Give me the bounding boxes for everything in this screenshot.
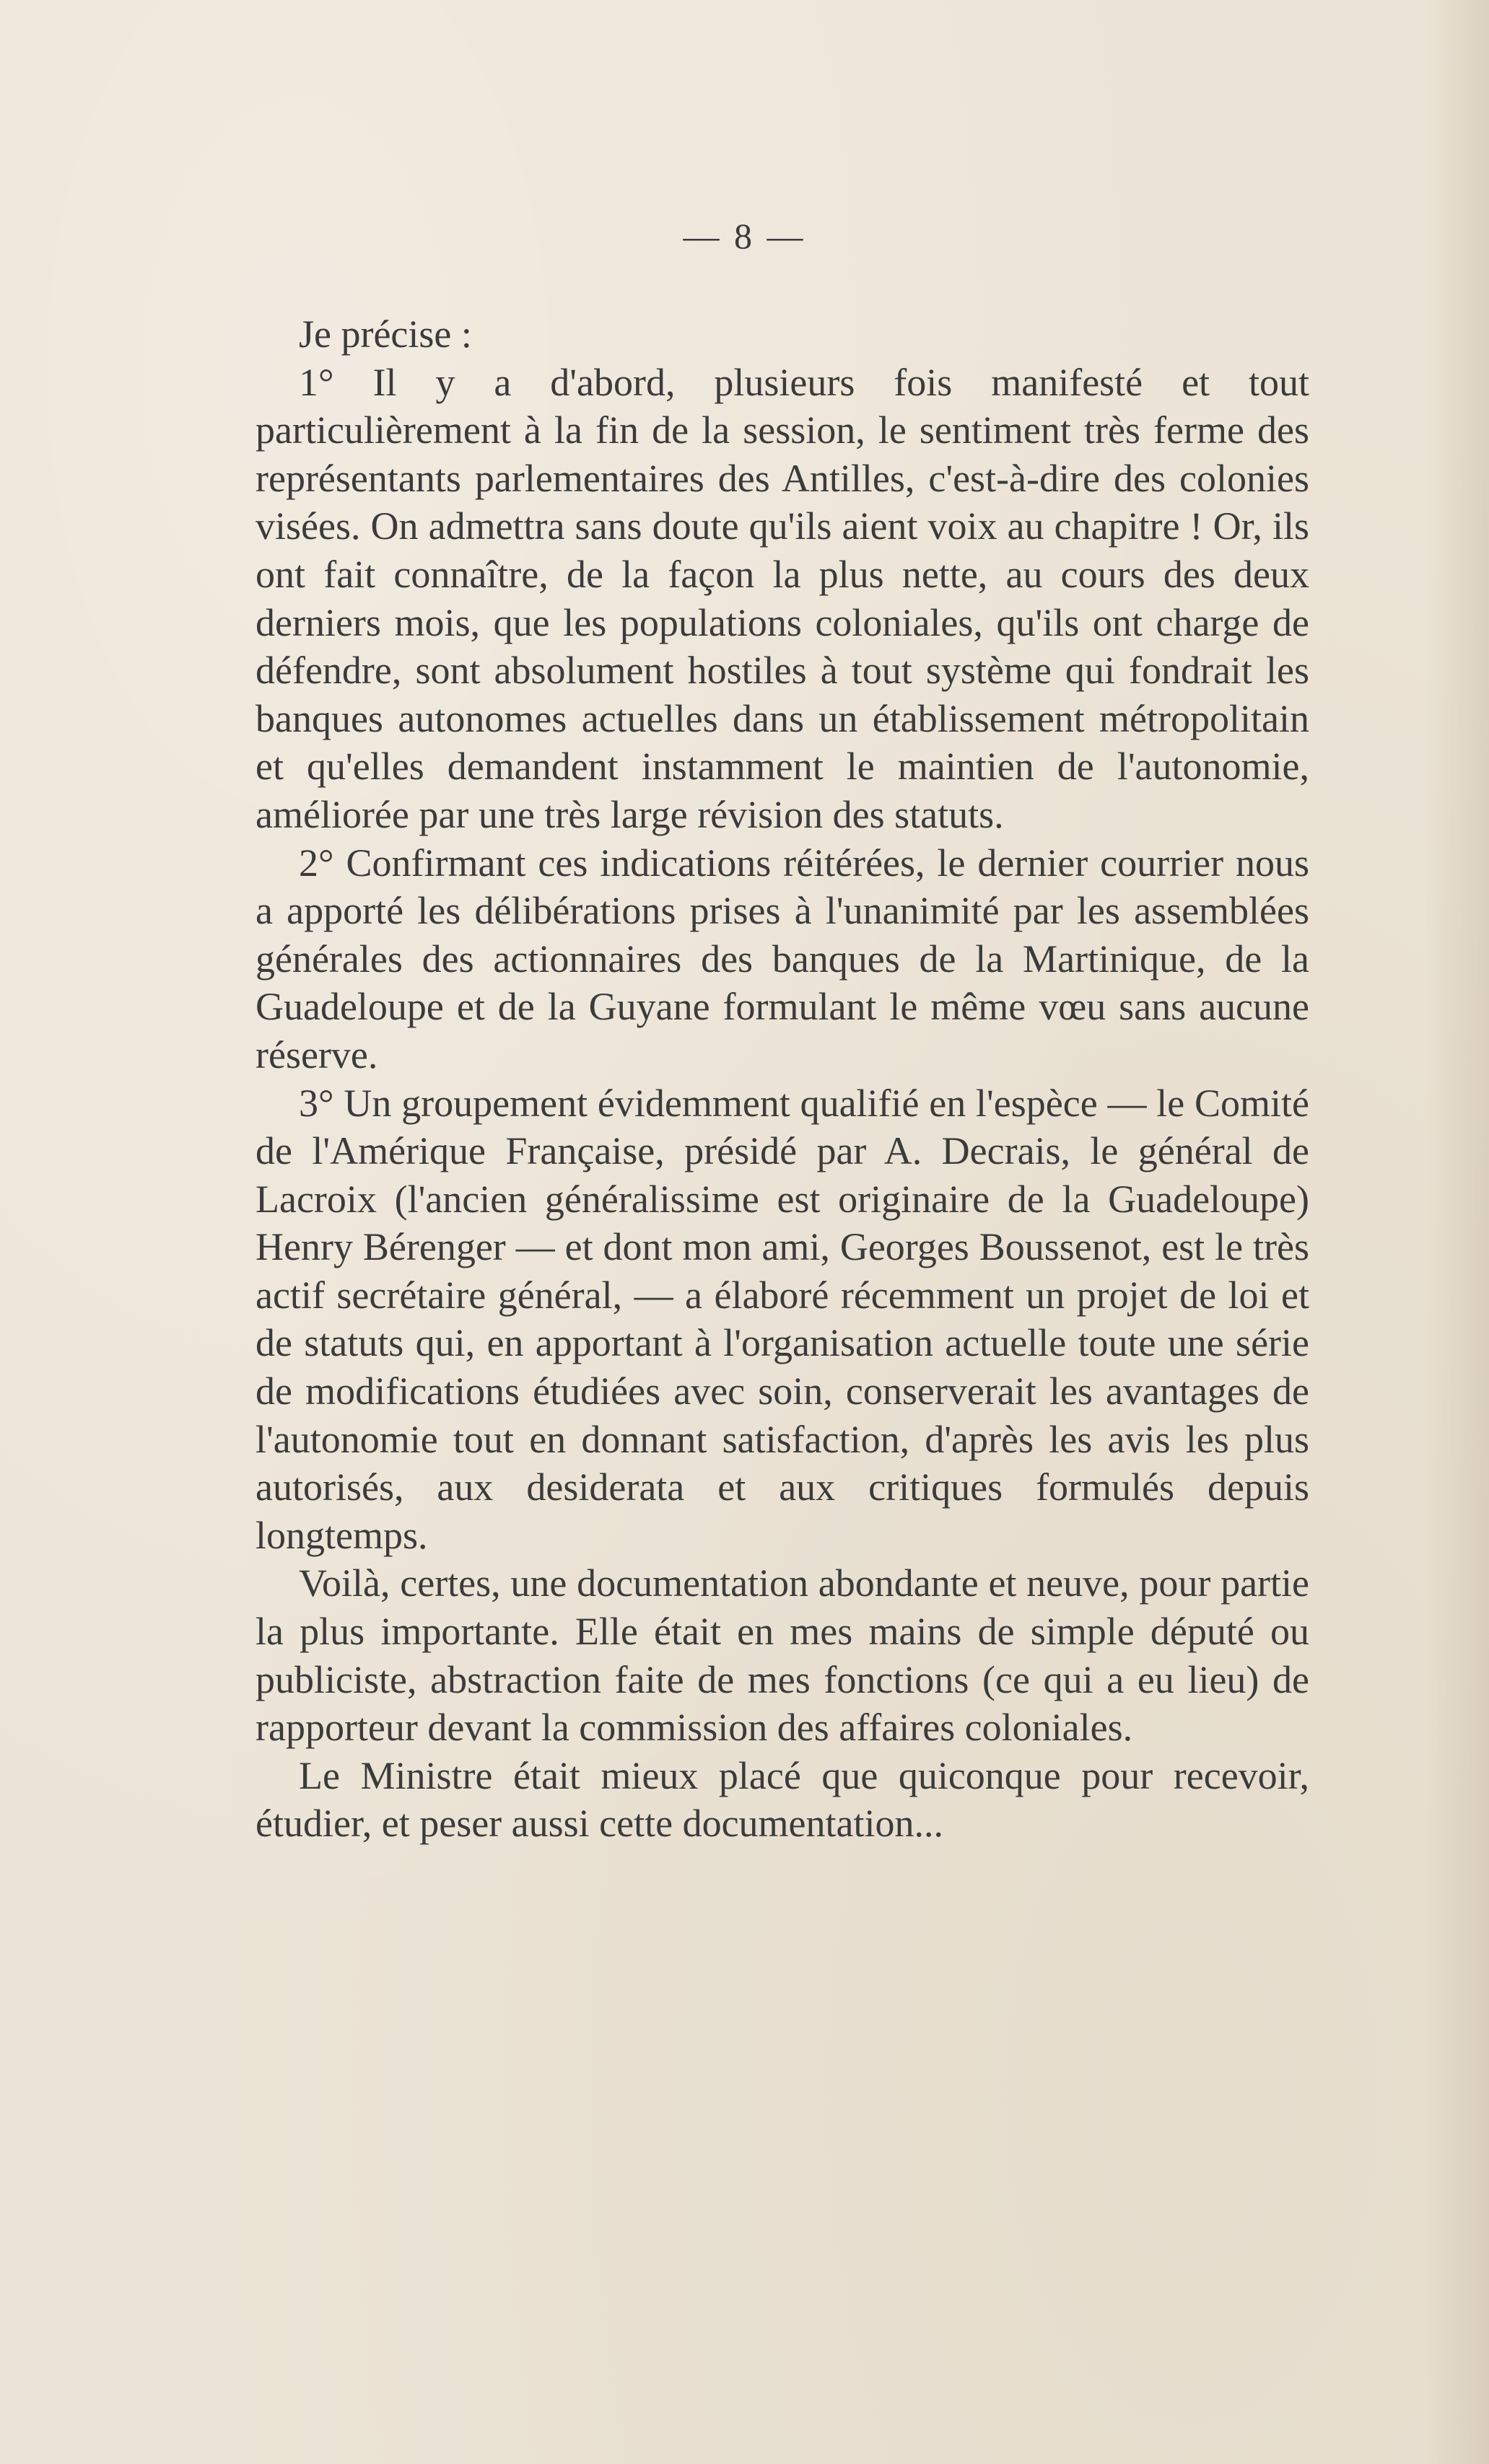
- paragraph-documentation: Voilà, certes, une documentation abondante et neuve, pour partie la plus importante. Elle était en mes mains de simple député ou publiciste, abstraction faite de mes fonctions (ce qui a eu lieu) de rapporteur devant la commission des affaires coloniales.: [256, 1561, 1309, 1750]
- paragraph-point-1: 1° Il y a d'abord, plusieurs fois manifesté et tout particulièrement à la fin de la session, le sentiment très ferme des représentants parlementaires des Antilles, c'est-à-dire des colonies visées. On admettra sans doute qu'ils aient voix au chapitre ! Or, ils ont fait connaître, de la façon la plus nette, au cours des deux derniers mois, que les populations coloniales, qu'ils ont charge de défendre, sont absolument hostiles à tout système qui fondrait les banques autonomes actuelles dans un établissement métropolitain et qu'elles demandent instamment le maintien de l'autonomie, améliorée par une très large révision des statuts.: [256, 360, 1309, 836]
- paragraph-point-3: 3° Un groupement évidemment qualifié en l'espèce — le Comité de l'Amérique Française, présidé par A. Decrais, le général de Lacroix (l'ancien généralissime est originaire de la Guadeloupe) Henry Bérenger — et dont mon ami, Georges Boussenot, est le très actif secrétaire général, — a élaboré récemment un projet de loi et de statuts qui, en apportant à l'organisation actuelle toute une série de modifications étudiées avec soin, conserverait les avantages de l'autonomie tout en donnant satisfaction, d'après les avis les plus autorisés, aux desiderata et aux critiques formulés depuis longtemps.: [256, 1081, 1309, 1557]
- paragraph-intro: Je précise :: [299, 312, 472, 356]
- body-text: [256, 310, 1309, 1848]
- page-edge-shadow: [1424, 0, 1489, 2464]
- paragraph-minister: Le Ministre était mieux placé que quiconque pour recevoir, étudier, et peser aussi cette documentation...: [256, 1753, 1309, 1846]
- paragraph-point-2: 2° Confirmant ces indications réitérées, le dernier courrier nous a apporté les délibérations prises à l'unanimité par les assemblées générales des actionnaires des banques de la Martinique, de la Guadeloupe et de la Guyane formulant le même vœu sans aucune réserve.: [256, 841, 1309, 1077]
- page-number: — 8 —: [683, 216, 806, 256]
